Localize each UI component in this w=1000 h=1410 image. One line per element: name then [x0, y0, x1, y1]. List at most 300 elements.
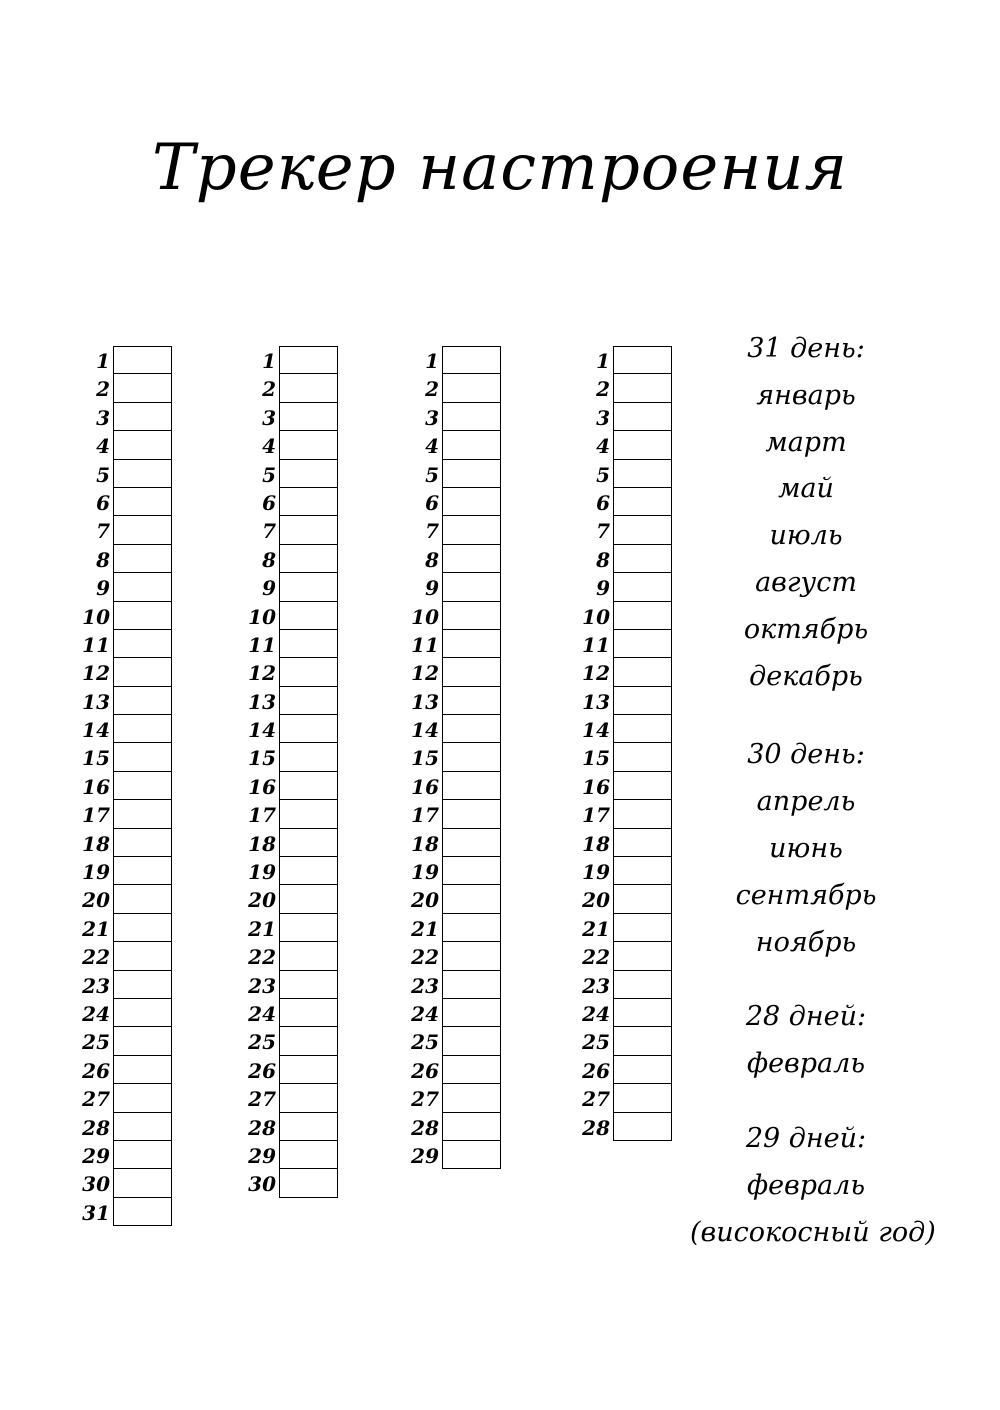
mood-cell[interactable]	[279, 1056, 338, 1084]
mood-cell[interactable]	[613, 460, 672, 488]
tracker-row	[216, 460, 376, 488]
mood-cell[interactable]	[113, 516, 172, 544]
day-number: 27	[82, 1087, 110, 1112]
mood-cell[interactable]	[442, 403, 501, 431]
tracker-row	[550, 374, 710, 402]
tracker-row	[550, 573, 710, 601]
mood-cell[interactable]	[442, 516, 501, 544]
mood-cell[interactable]	[442, 942, 501, 970]
mood-cell[interactable]	[442, 658, 501, 686]
mood-cell[interactable]	[613, 573, 672, 601]
tracker-row	[379, 914, 539, 942]
tracker-row	[550, 545, 710, 573]
day-number: 4	[425, 434, 439, 459]
mood-cell[interactable]	[442, 800, 501, 828]
tracker-row	[379, 687, 539, 715]
mood-cell[interactable]	[113, 658, 172, 686]
tracker-row	[379, 1027, 539, 1055]
mood-cell[interactable]	[279, 687, 338, 715]
tracker-row	[379, 829, 539, 857]
mood-cell[interactable]	[613, 516, 672, 544]
day-number: 24	[82, 1001, 110, 1026]
day-number: 8	[596, 547, 610, 572]
day-number: 6	[96, 490, 110, 515]
day-number: 27	[411, 1087, 439, 1112]
mood-cell[interactable]	[613, 942, 672, 970]
tracker-row	[379, 999, 539, 1027]
tracker-row	[379, 1056, 539, 1084]
tracker-row	[379, 545, 539, 573]
legend-month: ноябрь	[755, 926, 857, 958]
day-number: 19	[582, 860, 610, 885]
day-number: 1	[425, 349, 439, 373]
day-number: 20	[411, 888, 439, 913]
mood-cell[interactable]	[279, 829, 338, 857]
tracker-row	[50, 772, 210, 800]
day-number: 6	[596, 490, 610, 515]
day-number: 22	[82, 945, 110, 970]
mood-cell[interactable]	[113, 374, 172, 402]
tracker-row	[216, 885, 376, 913]
day-number: 22	[582, 945, 610, 970]
tracker-row	[216, 516, 376, 544]
day-number: 12	[411, 661, 439, 686]
mood-cell[interactable]	[113, 573, 172, 601]
mood-cell[interactable]	[442, 999, 501, 1027]
tracker-row	[550, 715, 710, 743]
mood-cell[interactable]	[613, 1027, 672, 1055]
mood-cell[interactable]	[613, 630, 672, 658]
tracker-row	[379, 460, 539, 488]
mood-cell[interactable]	[113, 545, 172, 573]
mood-cell[interactable]	[279, 431, 338, 459]
mood-cell[interactable]	[279, 1027, 338, 1055]
mood-cell[interactable]	[613, 1056, 672, 1084]
day-number: 11	[582, 632, 610, 657]
tracker-row	[50, 999, 210, 1027]
mood-cell[interactable]	[613, 403, 672, 431]
day-number: 5	[596, 462, 610, 487]
day-number: 23	[411, 973, 439, 998]
mood-cell[interactable]	[113, 687, 172, 715]
mood-cell[interactable]	[113, 1027, 172, 1055]
legend-header: 31 день:	[747, 333, 865, 364]
day-number: 5	[96, 462, 110, 487]
day-number: 16	[411, 774, 439, 799]
day-number: 17	[248, 803, 276, 828]
mood-cell[interactable]	[113, 1169, 172, 1197]
mood-cell[interactable]	[279, 460, 338, 488]
day-number: 13	[582, 689, 610, 714]
mood-cell[interactable]	[279, 1141, 338, 1169]
tracker-row	[550, 743, 710, 771]
mood-cell[interactable]	[279, 715, 338, 743]
legend-divider	[690, 1088, 922, 1116]
tracker-row	[379, 885, 539, 913]
mood-cell[interactable]	[113, 800, 172, 828]
tracker-row	[379, 772, 539, 800]
day-number: 12	[82, 661, 110, 686]
day-number: 29	[411, 1143, 439, 1168]
tracker-row	[550, 602, 710, 630]
tracker-row	[216, 658, 376, 686]
mood-cell[interactable]	[442, 885, 501, 913]
tracker-row	[216, 772, 376, 800]
tracker-row	[216, 346, 376, 374]
tracker-row	[379, 971, 539, 999]
tracker-row	[50, 1084, 210, 1112]
mood-cell[interactable]	[279, 630, 338, 658]
mood-cell[interactable]	[613, 999, 672, 1027]
mood-cell[interactable]	[613, 687, 672, 715]
day-number: 16	[82, 774, 110, 799]
day-number: 21	[582, 916, 610, 941]
mood-cell[interactable]	[279, 772, 338, 800]
mood-cell[interactable]	[279, 573, 338, 601]
tracker-row	[216, 488, 376, 516]
mood-cell[interactable]	[442, 829, 501, 857]
mood-cell[interactable]	[279, 374, 338, 402]
mood-cell[interactable]	[113, 999, 172, 1027]
mood-cell[interactable]	[279, 800, 338, 828]
mood-cell[interactable]	[113, 885, 172, 913]
day-number: 2	[596, 377, 610, 402]
tracker-row	[379, 1141, 539, 1169]
mood-cell[interactable]	[613, 800, 672, 828]
tracker-row	[379, 743, 539, 771]
tracker-row	[216, 743, 376, 771]
mood-cell[interactable]	[113, 630, 172, 658]
legend-month: март	[765, 426, 847, 458]
mood-cell[interactable]	[279, 1084, 338, 1112]
mood-cell[interactable]	[113, 942, 172, 970]
day-number: 23	[582, 973, 610, 998]
legend-divider	[690, 966, 922, 994]
mood-cell[interactable]	[442, 1084, 501, 1112]
tracker-row	[216, 374, 376, 402]
tracker-row	[50, 374, 210, 402]
day-number: 13	[248, 689, 276, 714]
mood-cell[interactable]	[279, 1113, 338, 1141]
tracker-row	[50, 545, 210, 573]
day-number: 10	[582, 604, 610, 629]
tracker-row	[50, 1027, 210, 1055]
legend-group-31	[690, 326, 922, 700]
mood-cell[interactable]	[113, 1141, 172, 1169]
mood-cell[interactable]	[113, 772, 172, 800]
day-number: 18	[411, 831, 439, 856]
mood-cell[interactable]	[613, 971, 672, 999]
tracker-row	[50, 602, 210, 630]
tracker-row	[379, 658, 539, 686]
day-number: 7	[596, 519, 610, 544]
tracker-row	[550, 1084, 710, 1112]
day-number: 28	[582, 1115, 610, 1140]
mood-cell[interactable]	[442, 630, 501, 658]
mood-cell[interactable]	[613, 346, 672, 374]
mood-cell[interactable]	[442, 914, 501, 942]
tracker-row	[379, 573, 539, 601]
day-number: 5	[425, 462, 439, 487]
day-number: 21	[411, 916, 439, 941]
mood-cell[interactable]	[442, 772, 501, 800]
mood-cell[interactable]	[113, 488, 172, 516]
mood-cell[interactable]	[113, 914, 172, 942]
mood-cell[interactable]	[113, 403, 172, 431]
mood-cell[interactable]	[613, 658, 672, 686]
mood-cell[interactable]	[442, 346, 501, 374]
tracker-row	[216, 1141, 376, 1169]
legend-month: сентябрь	[735, 879, 877, 911]
tracker-row	[50, 346, 210, 374]
mood-cell[interactable]	[613, 885, 672, 913]
day-number: 17	[582, 803, 610, 828]
legend-header: 29 дней:	[745, 1122, 867, 1154]
day-number: 30	[82, 1172, 110, 1197]
day-number: 16	[248, 774, 276, 799]
tracker-row	[550, 971, 710, 999]
tracker-row	[379, 431, 539, 459]
day-number: 4	[96, 434, 110, 459]
tracker-column-29	[379, 346, 539, 1169]
mood-cell[interactable]	[442, 1141, 501, 1169]
tracker-row	[50, 1169, 210, 1197]
tracker-row	[50, 1141, 210, 1169]
mood-cell[interactable]	[613, 772, 672, 800]
tracker-row	[216, 914, 376, 942]
day-number: 25	[82, 1030, 110, 1055]
mood-cell[interactable]	[442, 573, 501, 601]
mood-cell[interactable]	[613, 715, 672, 743]
tracker-row	[50, 1056, 210, 1084]
day-number: 13	[82, 689, 110, 714]
day-number: 24	[411, 1001, 439, 1026]
day-number: 12	[248, 661, 276, 686]
mood-cell[interactable]	[279, 999, 338, 1027]
tracker-row	[550, 885, 710, 913]
mood-cell[interactable]	[279, 743, 338, 771]
tracker-row	[550, 403, 710, 431]
day-number: 25	[411, 1030, 439, 1055]
day-number: 3	[262, 405, 276, 430]
day-number: 16	[582, 774, 610, 799]
day-number: 7	[262, 519, 276, 544]
mood-cell[interactable]	[613, 374, 672, 402]
mood-cell[interactable]	[442, 687, 501, 715]
mood-cell[interactable]	[613, 488, 672, 516]
day-number: 25	[248, 1030, 276, 1055]
mood-cell[interactable]	[113, 715, 172, 743]
mood-cell[interactable]	[279, 1169, 338, 1197]
legend-header: 30 день:	[747, 739, 865, 771]
mood-cell[interactable]	[279, 488, 338, 516]
mood-cell[interactable]	[113, 1113, 172, 1141]
mood-cell[interactable]	[279, 602, 338, 630]
mood-cell[interactable]	[442, 488, 501, 516]
tracker-row	[379, 488, 539, 516]
tracker-row	[50, 573, 210, 601]
mood-cell[interactable]	[279, 545, 338, 573]
legend-month: февраль	[746, 1169, 866, 1201]
day-number: 21	[82, 916, 110, 941]
mood-cell[interactable]	[279, 857, 338, 885]
mood-cell[interactable]	[442, 715, 501, 743]
mood-cell[interactable]	[442, 545, 501, 573]
mood-cell[interactable]	[613, 1113, 672, 1141]
day-number: 19	[248, 860, 276, 885]
mood-cell[interactable]	[613, 602, 672, 630]
tracker-row	[50, 971, 210, 999]
mood-cell[interactable]	[613, 829, 672, 857]
tracker-row	[550, 460, 710, 488]
day-number: 15	[411, 746, 439, 771]
tracker-row	[216, 602, 376, 630]
tracker-row	[379, 403, 539, 431]
tracker-row	[550, 346, 710, 374]
mood-cell[interactable]	[442, 857, 501, 885]
tracker-row	[216, 431, 376, 459]
day-number: 17	[82, 803, 110, 828]
mood-cell[interactable]	[613, 914, 672, 942]
tracker-row	[50, 630, 210, 658]
day-number: 18	[582, 831, 610, 856]
mood-cell[interactable]	[113, 829, 172, 857]
tracker-row	[550, 914, 710, 942]
day-number: 2	[425, 377, 439, 402]
tracker-row	[50, 516, 210, 544]
legend-month: июль	[769, 520, 843, 552]
mood-cell[interactable]	[442, 374, 501, 402]
day-number: 20	[82, 888, 110, 913]
mood-cell[interactable]	[442, 602, 501, 630]
day-number: 8	[96, 547, 110, 572]
mood-cell[interactable]	[113, 971, 172, 999]
tracker-row	[379, 942, 539, 970]
legend-month: август	[755, 566, 857, 598]
day-number: 14	[411, 718, 439, 743]
tracker-row	[50, 857, 210, 885]
tracker-row	[379, 630, 539, 658]
day-number: 11	[82, 632, 110, 657]
mood-cell[interactable]	[442, 1027, 501, 1055]
tracker-row	[379, 346, 539, 374]
tracker-row	[216, 715, 376, 743]
legend-group-30	[690, 732, 922, 966]
tracker-row	[50, 460, 210, 488]
tracker-row	[50, 403, 210, 431]
day-number: 29	[82, 1143, 110, 1168]
tracker-row	[550, 431, 710, 459]
mood-cell[interactable]	[613, 545, 672, 573]
day-number: 13	[411, 689, 439, 714]
mood-cell[interactable]	[442, 1056, 501, 1084]
day-number: 30	[248, 1172, 276, 1197]
day-number: 14	[82, 718, 110, 743]
tracker-row	[50, 715, 210, 743]
tracker-row	[216, 573, 376, 601]
day-number: 5	[262, 462, 276, 487]
mood-cell[interactable]	[279, 658, 338, 686]
legend-month: январь	[756, 379, 856, 411]
tracker-row	[550, 999, 710, 1027]
day-number: 10	[82, 604, 110, 629]
mood-cell[interactable]	[613, 1084, 672, 1112]
day-number: 20	[582, 888, 610, 913]
day-number: 27	[582, 1087, 610, 1112]
tracker-row	[216, 971, 376, 999]
tracker-row	[50, 658, 210, 686]
day-number: 15	[582, 746, 610, 771]
legend-divider	[690, 700, 922, 732]
legend-month: апрель	[756, 786, 856, 818]
day-number: 10	[248, 604, 276, 629]
legend-month: декабрь	[749, 660, 863, 692]
tracker-row	[216, 857, 376, 885]
legend-group-28	[690, 994, 922, 1088]
mood-cell[interactable]	[113, 346, 172, 374]
day-number: 2	[96, 377, 110, 402]
mood-cell[interactable]	[113, 431, 172, 459]
day-number: 19	[82, 860, 110, 885]
month-length-legend	[690, 326, 936, 1256]
day-number: 1	[262, 349, 276, 373]
mood-cell[interactable]	[613, 857, 672, 885]
mood-cell[interactable]	[279, 346, 338, 374]
mood-cell[interactable]	[113, 1198, 172, 1226]
tracker-row	[550, 829, 710, 857]
mood-cell[interactable]	[113, 1084, 172, 1112]
mood-cell[interactable]	[442, 431, 501, 459]
tracker-row	[50, 914, 210, 942]
tracker-row	[216, 1027, 376, 1055]
mood-cell[interactable]	[442, 743, 501, 771]
mood-cell[interactable]	[279, 971, 338, 999]
day-number: 25	[582, 1030, 610, 1055]
day-number: 19	[411, 860, 439, 885]
day-number: 24	[582, 1001, 610, 1026]
day-number: 8	[425, 547, 439, 572]
day-number: 22	[248, 945, 276, 970]
tracker-row	[216, 403, 376, 431]
tracker-row	[50, 431, 210, 459]
day-number: 9	[596, 576, 610, 601]
tracker-row	[550, 772, 710, 800]
mood-cell[interactable]	[442, 1113, 501, 1141]
tracker-row	[216, 829, 376, 857]
tracker-row	[216, 1113, 376, 1141]
tracker-row	[50, 687, 210, 715]
tracker-column-31	[50, 346, 210, 1226]
mood-cell[interactable]	[113, 1056, 172, 1084]
day-number: 24	[248, 1001, 276, 1026]
mood-cell[interactable]	[442, 971, 501, 999]
mood-cell[interactable]	[113, 857, 172, 885]
mood-cell[interactable]	[113, 460, 172, 488]
mood-cell[interactable]	[279, 914, 338, 942]
mood-cell[interactable]	[613, 431, 672, 459]
tracker-row	[50, 1198, 210, 1226]
mood-cell[interactable]	[442, 460, 501, 488]
mood-cell[interactable]	[279, 885, 338, 913]
mood-cell[interactable]	[279, 516, 338, 544]
mood-cell[interactable]	[613, 743, 672, 771]
mood-cell[interactable]	[279, 403, 338, 431]
day-number: 26	[582, 1058, 610, 1083]
mood-cell[interactable]	[279, 942, 338, 970]
mood-cell[interactable]	[113, 602, 172, 630]
mood-cell[interactable]	[113, 743, 172, 771]
day-number: 10	[411, 604, 439, 629]
